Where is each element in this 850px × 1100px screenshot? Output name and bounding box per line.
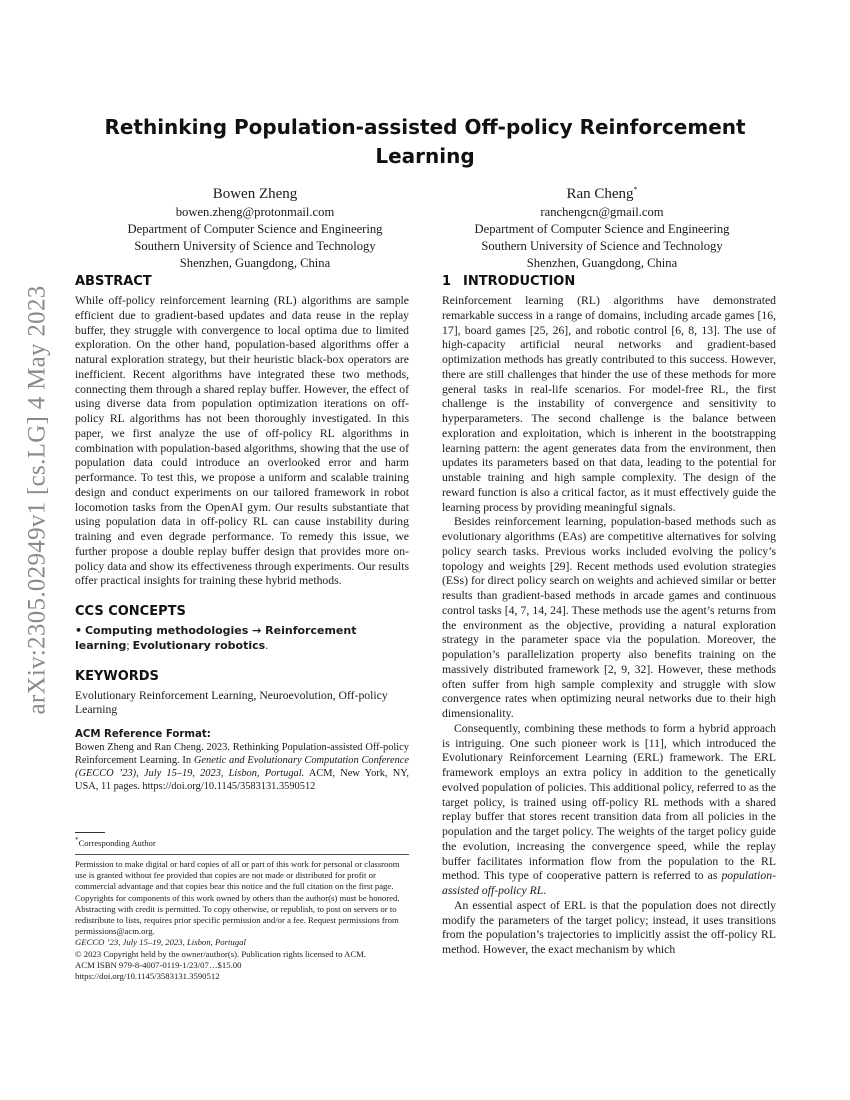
author-univ: Southern University of Science and Technology	[481, 239, 723, 253]
permission-divider	[75, 854, 409, 855]
intro-paragraph-4: An essential aspect of ERL is that the population does not directly modify the parameters of the target policy; instead, it uses transitions from the population’s trajectories to implicitly assist the off-policy RL method. However, the exact mechanism by which	[442, 898, 776, 956]
ccs-second: Evolutionary robotics	[132, 638, 266, 652]
section-title: INTRODUCTION	[463, 274, 576, 289]
abstract-text: While off-policy reinforcement learning (RL) algorithms are sample efficient due to gradient-based updates and data reuse in the replay buffer, they struggle with convergence to local optima due to limited exploration. On the other hand, population-based algorithms offer a natural exploration strategy, but their heuristic black-box operators are inefficient. Recent algorithms have integrated these two methods, connecting them through a shared replay buffer. However, the effect of using diverse data from population optimization iterations on off-policy RL algorithms has not been thoroughly investigated. In this paper, we first analyze the use of off-policy RL algorithms in combination with population-based algorithms, showing that the use of population data could introduce an overlooked error and harm performance. To test this, we propose a uniform and scalable training design and conduct experiments on our tailored framework in robot locomotion tasks from the OpenAI gym. Our results substantiate that using population data in off-policy RL can cause instability during training and even degrade performance. To remedy this issue, we further propose a double replay buffer design that provides more on-policy data and show its effectiveness through experiments. Our results offer practical insights for training these hybrid methods.	[75, 294, 409, 588]
intro-paragraph-1: Reinforcement learning (RL) algorithms have demonstrated remarkable success in a range of domains, including arcade games [16, 17], board games [25, 26], and robotic control [6, 8, 13]. The use of high-capacity artificial neural networks and gradient-based optimization methods has greatly contributed to this success. However, there are still challenges that hinder the use of these methods for more general tasks in real-life scenarios. For model-free RL, the first challenge is the instability of convergence and sensitivity to hyperparameters. The second challenge is the balance between exploration and exploitation, which is inherent in the bootstrapping learning pattern: the agent generates data from the environment, then updates its parameters based on that data, leading to the potential for unstable training and high sample complexity. The design of the reward function is also a critical factor, as it must effectively guide the learning process by providing meaningful signals.	[442, 294, 776, 514]
ccs-separator: ;	[126, 638, 133, 652]
intro-p3-em: population-assisted off-policy RL	[442, 869, 776, 897]
ccs-path: Computing methodologies → Reinforcement learning	[75, 624, 357, 652]
intro-p3-pre: Consequently, combining these methods to form a hybrid approach is intriguing. One such pioneer work is [11], which introduced the Evolutionary Reinforcement Learning (ERL) framework. The ERL framework employs an extra policy in addition to the genetically evolved population of policies. This additional policy, referred to as the target policy, is trained using off-policy RL methods with a shared replay buffer that stores recent transition data from all policies in the population and the target policy. The weights of the target policy guide the evolution, increasing the convergence speed, while the replay buffer facilitates information flow from the population to the RL method. This type of cooperative pattern is referred to as	[442, 721, 776, 883]
section-number: 1	[442, 274, 452, 289]
acm-ref-heading: ACM Reference Format:	[75, 729, 211, 740]
footnote	[75, 835, 409, 849]
footnote-text: Corresponding Author	[78, 837, 156, 848]
abstract-heading: ABSTRACT	[75, 274, 152, 289]
footnote-marker: *	[75, 836, 79, 844]
ccs-end: .	[265, 638, 269, 652]
left-column	[75, 273, 409, 793]
author-block-2	[432, 180, 772, 272]
author-city: Shenzhen, Guangdong, China	[179, 256, 331, 270]
permission-block	[75, 859, 409, 982]
acm-ref-post: ACM, New York, NY, USA, 11 pages. https://doi.org/10.1145/3583131.3590512	[75, 768, 409, 792]
right-column	[442, 273, 776, 958]
author-name: Bowen Zheng	[212, 186, 298, 202]
acm-ref-text	[75, 741, 409, 793]
arxiv-stamp	[14, 285, 62, 715]
keywords-text: Evolutionary Reinforcement Learning, Neuroevolution, Off-policy Learning	[75, 688, 388, 717]
ccs-text	[75, 624, 409, 654]
intro-paragraph-3	[442, 722, 776, 899]
author-email: ranchengcn@gmail.com	[540, 205, 664, 219]
acm-ref-venue: Genetic and Evolutionary Computation Conference (GECCO ’23), July 15–19, 2023, Lisbon, Portugal.	[75, 755, 409, 779]
permission-isbn: ACM ISBN 979-8-4007-0119-1/23/07…$15.00	[75, 959, 242, 970]
ccs-bullet: •	[75, 624, 83, 637]
arxiv-id: arXiv:2305.02949v1 [cs.LG] 4 May 2023	[24, 285, 51, 715]
keywords-heading: KEYWORDS	[75, 668, 159, 684]
intro-p3-post: .	[543, 884, 547, 897]
intro-heading	[442, 273, 776, 290]
author-name: Ran Cheng	[566, 186, 634, 202]
author-dept: Department of Computer Science and Engineering	[474, 222, 730, 236]
permission-venue	[75, 937, 409, 948]
author-block-1	[85, 180, 425, 272]
permission-text: Permission to make digital or hard copies of all or part of this work for personal or classroom use is granted without fee provided that copies are not made or distributed for profit or commercial advantage and that copies bear this notice and the full citation on the first page. Copyrights for components of this work owned by others than the author(s) must be honored. Abstracting with credit is permitted. To copy otherwise, or republish, to post on servers or to redistribute to lists, requires prior specific permission and/or a fee. Request permissions from permissions@acm.org.	[75, 859, 400, 937]
author-dept: Department of Computer Science and Engineering	[127, 222, 383, 236]
permission-copyright: © 2023 Copyright held by the owner/author(s). Publication rights licensed to ACM.	[75, 948, 367, 959]
intro-paragraph-2: Besides reinforcement learning, population-based methods such as evolutionary algorithms (EAs) are competitive alternatives for solving policy search tasks. Previous works included evolving the policy’s topology and weights [29]. Recent methods used evolution strategies (ESs) for direct policy search on weights and achieved similar or better results than gradient-based methods in arcade games and continuous control tasks [4, 7, 14, 24]. These methods use the agent’s returns from the environment as the objective, providing a natural exploration strategy in the parameter space via the population. Moreover, the population’s parallelization property also benefits training on the massively distributed framework [2, 9, 32]. However, these methods often suffer from high sample complexity and struggle with slow convergence rates when optimizing neural networks due to their high dimensionality.	[442, 515, 776, 720]
author-univ: Southern University of Science and Technology	[134, 239, 376, 253]
permission-venue-text: GECCO ’23, July 15–19, 2023, Lisbon, Portugal	[75, 937, 246, 948]
permission-doi: https://doi.org/10.1145/3583131.3590512	[75, 971, 220, 982]
author-email: bowen.zheng@protonmail.com	[175, 205, 335, 219]
ccs-heading: CCS CONCEPTS	[75, 604, 186, 619]
author-city: Shenzhen, Guangdong, China	[526, 256, 678, 270]
paper-title: Rethinking Population-assisted Off-policy Reinforcement Learning	[104, 115, 746, 168]
author-marker: *	[633, 185, 638, 194]
acm-ref-pre: Bowen Zheng and Ran Cheng. 2023. Rethinking Population-assisted Off-policy Reinforcement Learning. In	[75, 742, 409, 766]
footnote-divider	[75, 832, 105, 833]
